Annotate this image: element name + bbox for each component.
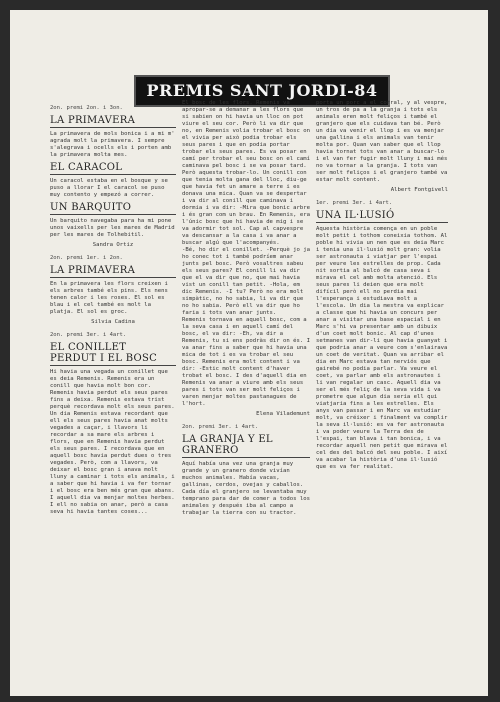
story-text: Aquesta història comença en un poble molt petit i tothom coneixia tothom. Al poble hi vivia un nen que es deia Marc i tenia una il·lusió molt gran: volia ser astronauta i viatjar per l'espai per veure les estrelles de prop. Cada nit sortia al balcó de casa seva i mirava el cel amb molta atenció. Els seus pares li deien que era molt difícil però ell no perdia mai l'esperança i estudiava molt a l'escola. Un dia la mestra va explicar a classe que hi havia un concurs per anar a visitar una base espacial i en Marc s'hi va presentar amb un dibuix d'un coet molt bonic. Al cap d'unes setmanes van dir-li que havia guanyat i que podria anar a veure com s'enlairava un coet de veritat. Quan va arribar el dia en Marc estava tan nerviós que gairebé no podia parlar. Va veure el coet, va parlar amb els astronautes i li van regalar un casc. Aquell dia va ser el més feliç de la seva vida i va prometre que algun dia seria ell qui viatjaria fins a les estrelles. Els anys van passar i en Marc va estudiar molt, va créixer i finalment va complir la seva il·lusió: es va fer astronauta i va poder veure la Terra des de l'espai, tan blava i tan bonica, i va recordar aquell nen petit que mirava el cel des del balcó del seu poble. I així va acabar la història d'una il·lusió que es va fer realitat. [316, 226, 448, 470]
prize-label: 2on. premi 3er. i 4art. [50, 332, 127, 338]
author-name: Albert Fontgivell [390, 187, 448, 193]
prize-label: 2on. premi 3er. i 4art. [182, 424, 259, 430]
title-rule [316, 222, 448, 223]
title-rule [50, 174, 176, 175]
column-2 [182, 100, 310, 690]
story-text: En la primavera les flors creixen i els arbres també els pins. Els nens tenen calor i les roses. El sol es blau i el cel també es molt la platja. El sol es groc. [50, 281, 168, 315]
title-rule [50, 127, 176, 128]
prize-label: 2on. premi 2on. i 3on. [50, 105, 123, 111]
title-rule [50, 277, 176, 278]
title-rule [50, 214, 176, 215]
story-text: Un caracol estaba en el bosque y se puso a llorar I el caracol se puso muy contento y empezó a correr. [50, 178, 168, 198]
story-text: Hi havia una vegada un conillet que es deia Remenis. Remenis era un conill que havia molt bon cor. Remenis havia perdut els seus pares fins a deixa. Remenis estava trist perquè recordava molt els seus pares. Un dia Remenis estava recordant que ell els seus pares havia anat molts vegades a caçar, i llavors li recordar a sa mare els arbres i flors, que en Remenis havia perdut els seus pares. I recordava que en aquell bosc havia perdut dues o tres vegades. Però, com a llavors, va deixar el bosc gran i anava molt lluny a caminar i tots els animals, i a saber que hi havia i va fer tornar i el bosc era ben més gran que abans. I aquell dia va menjar moltes herbes. I ell no sabia on anar, però a casa seva hi havia tantes coses... [50, 369, 175, 515]
story-text: porta un porc a el corral, y al vespre, un tros de pa a la granja i tots els animals eren molt feliços i també el granjero que els cuidava tan bé. Però un dia va venir el llop i es va menjar una gallina i els animals van tenir molta por. Quan van saber que el llop havia tornat tots van anar a buscar-lo i el van fer fugir molt lluny i mai més no va tornar a la granja. I tots van ser molt feliços i el granjero també va estar molt content. [316, 100, 448, 183]
story-title: UN BARQUITO [50, 202, 132, 213]
story-title: EL CARACOL [50, 162, 123, 173]
story-title: EL CONILLET PERDUT I EL BOSC [50, 342, 158, 364]
title-rule [182, 457, 310, 458]
story-title: UNA IL·LUSIÓ [316, 210, 395, 221]
story-text: Remenis tornava en aquell bosc, com a la seva casa i en aquell camí del bosc, el va dir: -Eh, va dir a Remenis, tu si ens podràs dir on és. I va anar fins a saber que hi havia una mica de tot i es va trobar el seu bosc. Remenis era molt content i va dir: -Estic molt content d'haver trobat el bosc. I des d'aquell dia en Remenis va anar a viure amb els seus pares i tots van ser molt feliços i varen menjar moltes pastanagues de l'hort. [182, 317, 310, 407]
story-title: LA PRIMAVERA [50, 265, 136, 276]
author-name: Silvia Cadina [91, 319, 135, 325]
column-3 [316, 100, 448, 690]
prize-label: 1er. premi 3er. i 4art. [316, 200, 393, 206]
story-text: La primavera de mols bonica i a mi m' agrada molt la primavera. I sempre s'alegrava i ocells els i porten amb la primavera molta mes. [50, 131, 175, 158]
title-rule [50, 365, 176, 366]
story-text: Un barquito navegaba para ha mi pone unos vaixells per les mares de Madrid per les mares de Tolhebitil. [50, 218, 175, 238]
story-title: LA GRANJA Y EL GRANERO [182, 434, 273, 456]
story-title: LA PRIMAVERA [50, 115, 136, 126]
story-text: Aquí había una vez una granja muy grande y un granero donde vivían muchos animales. Había vacas, gallinas, cerdos, ovejas y caballos. Cada día el granjero se levantaba muy temprano para dar de comer a todos los animales y después iba al campo a trabajar la tierra con su tractor. [182, 461, 310, 516]
author-name: Elena Vilademunt [256, 411, 310, 417]
author-name: Sandra Ortiz [92, 242, 134, 248]
story-text: -Bé, ho dir el conillet. -Perquè jo ja ho conec tot i també podríem anar junts pel bosc. Però vosaltres sabeu els seus pares? El conill li va dir que el va dir que no, que mai havia vist un conill tan petit. -Hola, em dic Remenis. -I tu? Però no era molt simpàtic, no ho sabia, li va dir que no ho sabia. Però ell va dir que ho faria i tots van anar junts. [182, 247, 310, 316]
page-title: PREMIS SANT JORDI-84 [134, 75, 390, 107]
column-1 [50, 100, 176, 690]
prize-label: 2on. premi 1er. i 2on. [50, 255, 123, 261]
story-text: El bosc de les flors. Remenis va apropar-se a demanar a les flors que si sabien on hi havia un lloc on pot viure el seu cor. Però li va dir que no, en Remenis volia trobar el bosc on el vivia per això podia trobar els seus pares i que en podia portar trobar els seus pares. Es va posar en camí per trobar el seu bosc on el camí caminava pel bosc i se va posar tard. Però aquesta trobar-lo. Un conill con que tenia molta gana del lloc, diu-ge que havia fet un amare a terre i es donava una mica. Quan va se despertar i va dir al conill que caminava i dormia i va dir: -Mira que bonic arbre i és gran com un brau. En Remenis, era l'únic bosc que hi havia de mig i se va adormir tot sol. Cap al capvespre va descansar a la casa i va anar a buscar algú que l'acompanyés. [182, 100, 310, 246]
